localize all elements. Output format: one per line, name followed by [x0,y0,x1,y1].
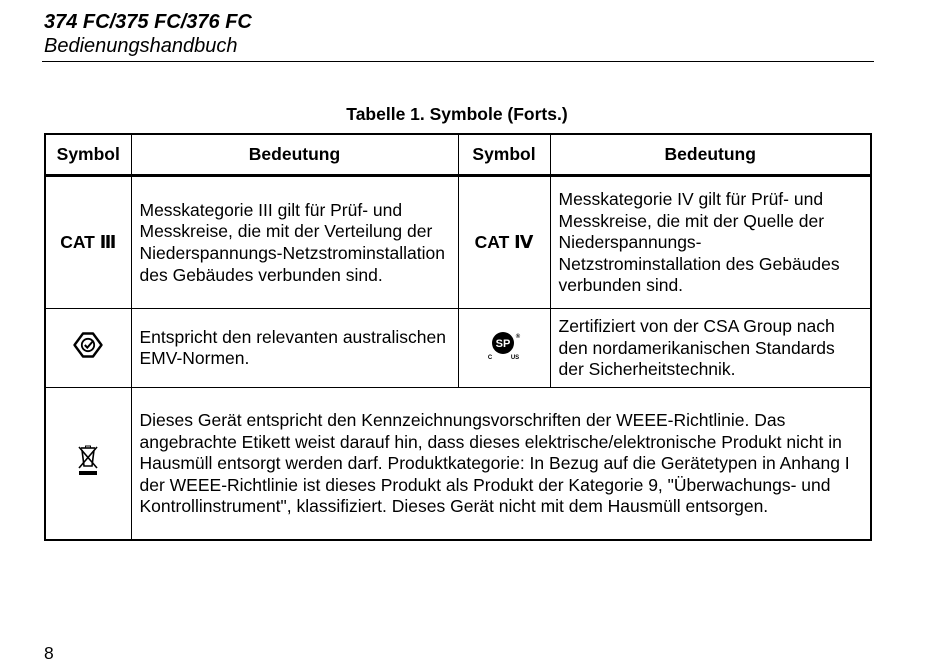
csa-mark-us: US [510,355,520,362]
cat-iv-symbol: CAT Ⅳ [474,231,534,252]
rcm-australia-icon [73,332,103,364]
page-header [44,10,252,58]
symbol-cell [45,387,131,540]
csa-mark-c: C [487,355,493,362]
meaning-cell: Entspricht den relevanten australischen EMV-Normen. [131,309,458,388]
csa-mark-registered: ® [515,334,521,341]
column-header-meaning: Bedeutung [131,134,458,176]
manual-subtitle: Bedienungshandbuch [44,35,238,57]
weee-crossed-bin-icon [76,445,100,483]
column-header-symbol: Symbol [458,134,550,176]
column-header-meaning: Bedeutung [550,134,871,176]
csa-certification-icon [484,328,524,368]
csa-mark-letters: SP [495,338,511,351]
meaning-cell: Messkategorie IV gilt für Prüf- und Messkreise, die mit der Quelle der Niederspannungs-Netzstrominstallation des Gebäudes verbunden sind. [550,176,871,309]
page-number: 8 [44,643,54,663]
manual-title: 374 FC/375 FC/376 FC [44,11,252,33]
table-row [45,309,871,388]
table-header-row [45,134,871,176]
table-row [45,387,871,540]
column-header-symbol: Symbol [45,134,131,176]
symbol-cell [45,309,131,388]
table-row [45,176,871,309]
symbol-cell [458,309,550,388]
symbols-table [44,133,872,541]
meaning-cell: Messkategorie III gilt für Prüf- und Messkreise, die mit der Verteilung der Niederspannungs-Netzstrominstallation des Gebäudes verbunden sind. [131,176,458,309]
meaning-cell: Dieses Gerät entspricht den Kennzeichnungsvorschriften der WEEE-Richtlinie. Das angebrachte Etikett weist darauf hin, dass dieses elektrische/elektronische Produkt nicht in Hausmüll entsorgt werden darf. Produktkategorie: In Bezug auf die Gerätetypen in Anhang I der WEEE-Richtlinie ist dieses Produkt als Produkt der Kategorie 9, "Überwachungs- und Kontrollinstrument", klassifiziert. Dieses Gerät nicht mit dem Hausmüll entsorgen. [131,387,871,540]
meaning-cell: Zertifiziert von der CSA Group nach den nordamerikanischen Standards der Sicherheitstechnik. [550,309,871,388]
header-divider [42,61,874,62]
symbol-cell [458,176,550,309]
symbol-cell [45,176,131,309]
table-caption: Tabelle 1. Symbole (Forts.) [346,104,568,124]
cat-iii-symbol: CAT Ⅲ [60,231,117,252]
